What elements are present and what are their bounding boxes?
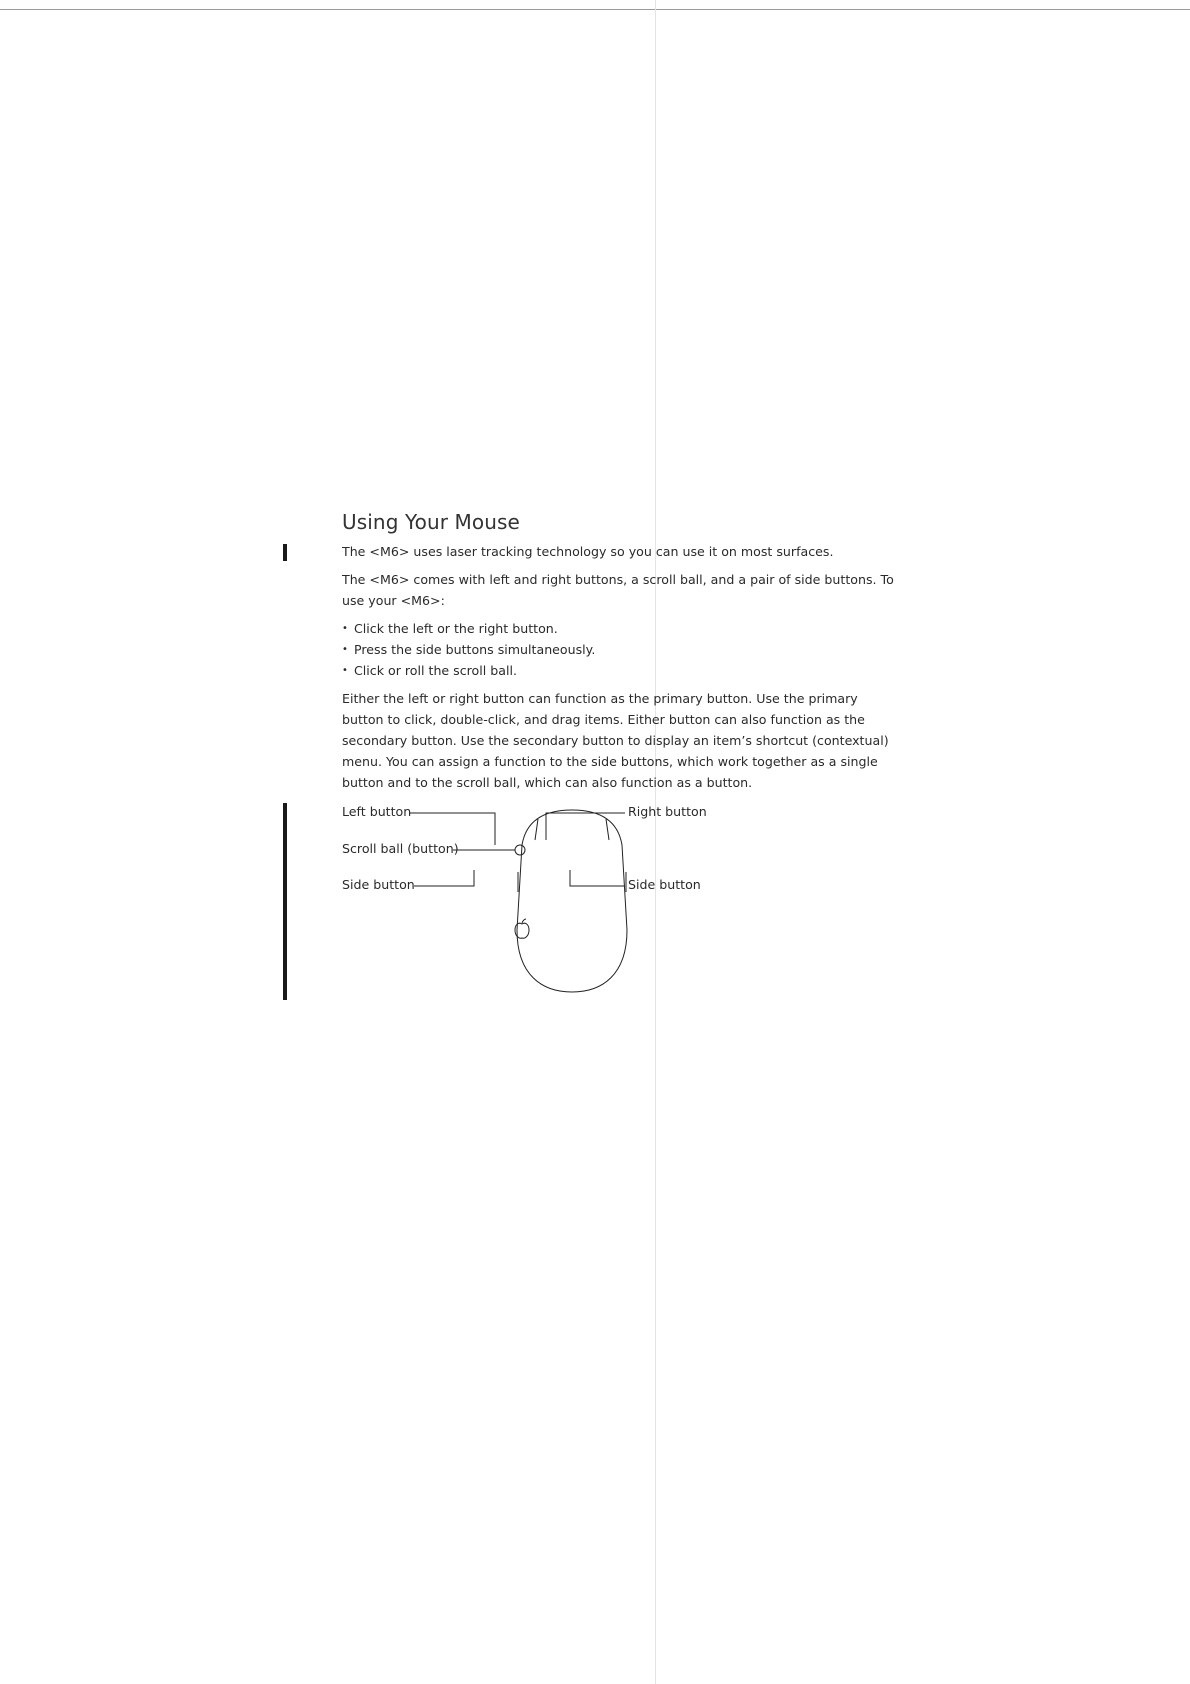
- label-side-button-right: Side button: [628, 877, 701, 892]
- section-title: Using Your Mouse: [342, 510, 520, 534]
- section-using-your-mouse: [342, 510, 902, 800]
- list-item: • Click or roll the scroll ball.: [342, 660, 902, 681]
- mouse-diagram: [342, 800, 802, 1010]
- label-left-button: Left button: [342, 804, 412, 819]
- mouse-illustration: [342, 800, 802, 1010]
- body-paragraph: Either the left or right button can function as the primary button. Use the primary button to click, double-click, and drag items. Either button can also function as the secondary button. Use the secondary button to display an item’s shortcut (contextual) menu. You can assign a function to the side buttons, which work together as a single button and to the scroll ball, which can also function as a button.: [342, 691, 889, 790]
- scroll-ball: [515, 845, 525, 855]
- right-button-divider: [606, 819, 609, 840]
- leader-side-button-left: [414, 870, 474, 886]
- setup-paragraph: The <M6> comes with left and right buttons, a scroll ball, and a pair of side buttons. To use your <M6>:: [342, 572, 894, 608]
- mouse-outline: [517, 810, 627, 992]
- list-item: • Click the left or the right button.: [342, 618, 902, 639]
- leader-right-button: [546, 813, 625, 840]
- label-right-button: Right button: [628, 804, 707, 819]
- label-side-button-left: Side button: [342, 877, 415, 892]
- leader-side-button-right: [570, 870, 625, 886]
- top-rule: [0, 9, 1190, 10]
- change-bar: [283, 544, 287, 561]
- change-bar: [283, 803, 287, 1000]
- intro-paragraph: The <M6> uses laser tracking technology so you can use it on most surfaces.: [342, 544, 834, 559]
- list-item: • Press the side buttons simultaneously.: [342, 639, 902, 660]
- left-button-divider: [535, 819, 538, 840]
- instruction-list: [342, 618, 902, 681]
- label-scroll-ball: Scroll ball (button): [342, 841, 459, 856]
